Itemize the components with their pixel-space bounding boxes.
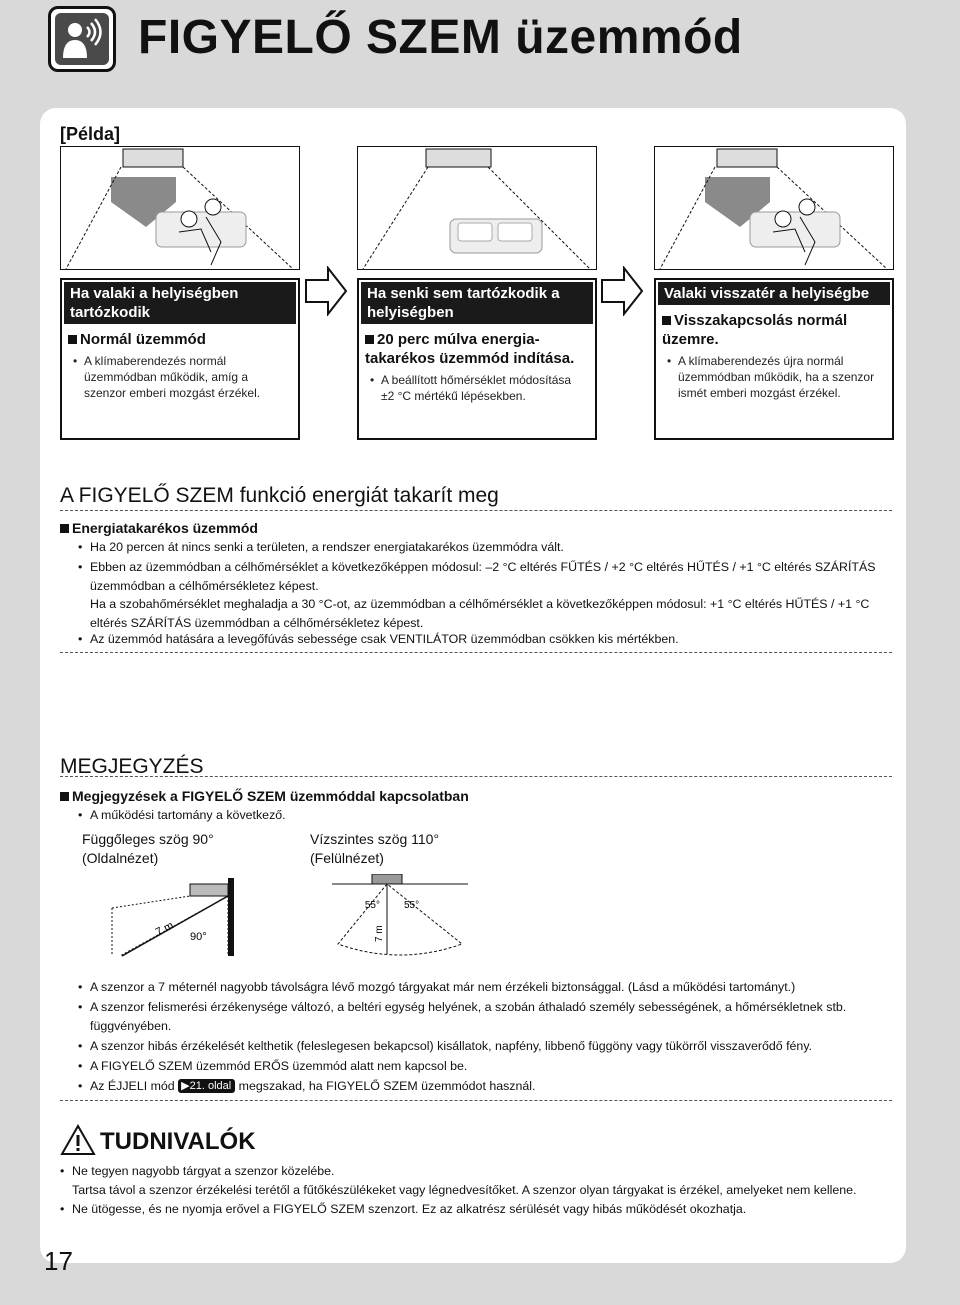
step-subtitle: Normál üzemmód [62,326,298,351]
step-occupied [60,278,300,440]
caution-title: TUDNIVALÓK [100,1128,256,1155]
arrow-right-icon [600,266,644,316]
note-bullet: • A szenzor hibás érzékelését kelthetik (feleslegesen bekapcsol) kisállatok, napfény, libbenő függöny vagy tükörről visszaverődő fény. [78,1039,813,1053]
note-subtitle: Megjegyzések a FIGYELŐ SZEM üzemmóddal kapcsolatban [60,788,469,804]
step-bullet: • A beállított hőmérséklet módosítása ±2 °C mértékű lépésekben. [359,370,595,404]
caution-bullet-continued: Tartsa távol a szenzor érzékelési terétől a fűtőkészülékeket vagy légnedvesítőket. A szenzor olyan tárgyakat is érzékel, amelyeket nem kellene. [72,1183,857,1197]
divider [60,510,892,511]
step-heading: Ha valaki a helyiségben tartózkodik [64,282,296,324]
energy-section-title: A FIGYELŐ SZEM funkció energiát takarít meg [60,484,499,507]
vertical-distance-label: 7 m [153,919,176,939]
scene-return [654,146,894,270]
vertical-angle-value: 90° [190,931,207,943]
horizontal-distance-label: 7 m [374,925,385,942]
vertical-angle-label: Függőleges szög 90° (Oldalnézet) [82,831,214,866]
energy-subtitle: Energiatakarékos üzemmód [60,520,258,536]
energy-bullet: • Az üzemmód hatására a levegőfúvás sebessége csak VENTILÁTOR üzemmódban csökken kis mértékben. [78,632,679,646]
step-subtitle: Visszakapcsolás normál üzemre. [662,312,848,348]
content-panel [40,108,906,1263]
note-intro: • A működési tartomány a következő. [78,808,286,822]
energy-bullet: • Ebben az üzemmódban a célhőmérséklet a következőképpen módosul: –2 °C eltérés FŰTÉS / +2 °C eltérés HŰTÉS / +1 °C eltérés SZÁRÍTÁS üzemmódban a célhőmérsékletez képest. [78,560,876,593]
note-title: MEGJEGYZÉS [60,755,204,778]
note-bullet: • A FIGYELŐ SZEM üzemmód ERŐS üzemmód alatt nem kapcsol be. [78,1059,468,1073]
page-number: 17 [44,1246,73,1276]
step-bullet: • A klímaberendezés normál üzemmódban működik, amíg a szenzor emberi mozgást érzékel. [62,351,298,401]
person-sensor-icon [48,6,116,72]
arrow-right-icon [304,266,348,316]
step-subtitle: 20 perc múlva energia-takarékos üzemmód indítása. [365,331,575,367]
step-heading: Valaki visszatér a helyiségbe [658,282,890,305]
divider [60,776,892,777]
divider [60,1100,892,1101]
step-heading: Ha senki sem tartózkodik a helyiségben [361,282,593,324]
caution-bullet: • Ne tegyen nagyobb tárgyat a szenzor közelébe. [60,1164,335,1178]
page-reference-link[interactable]: ▶21. oldal [178,1079,235,1093]
energy-bullet-continued: Ha a szobahőmérséklet meghaladja a 30 °C-ot, az üzemmódban a célhőmérséklet a következőképpen módosul: +1 °C eltérés HŰTÉS / +1 °C eltérés SZÁRÍTÁS üzemmódban a célhőmérsékletez képest. [90,597,870,630]
angle-right-value: 55° [404,900,420,911]
note-bullet: • A szenzor felismerési érzékenysége változó, a beltéri egység helyének, a szobán áthaladó személy sebességének, a hőmérsékletnek stb. függvényében. [78,1000,847,1033]
example-label: [Példa] [60,124,121,144]
top-view-diagram [330,874,470,956]
page-title: FIGYELŐ SZEM üzemmód [138,11,743,64]
angle-left-value: 55° [364,900,380,911]
warning-triangle-icon [60,1124,96,1156]
side-view-diagram [110,878,240,960]
horizontal-angle-label: Vízszintes szög 110° (Felülnézet) [310,831,440,866]
step-bullet: • A klímaberendezés újra normál üzemmódban működik, ha a szenzor ismét emberi mozgást érzékel. [656,351,892,401]
scene-occupied [60,146,300,270]
energy-bullet: • Ha 20 percen át nincs senki a területen, a rendszer energiatakarékos üzemmódra vált. [78,540,564,554]
divider [60,652,892,653]
step-empty [357,278,597,440]
note-bullet: • Az ÉJJELI mód ▶21. oldal megszakad, ha FIGYELŐ SZEM üzemmódot használ. [78,1079,536,1093]
step-return [654,278,894,440]
note-bullet: • A szenzor a 7 méternél nagyobb távolságra lévő mozgó tárgyakat már nem érzékeli biztonsággal. (Lásd a működési tartományt.) [78,980,796,994]
caution-bullet: • Ne ütögesse, és ne nyomja erővel a FIGYELŐ SZEM szenzort. Ez az alkatrész sérülését vagy hibás működését okozhatja. [60,1202,747,1216]
scene-empty [357,146,597,270]
